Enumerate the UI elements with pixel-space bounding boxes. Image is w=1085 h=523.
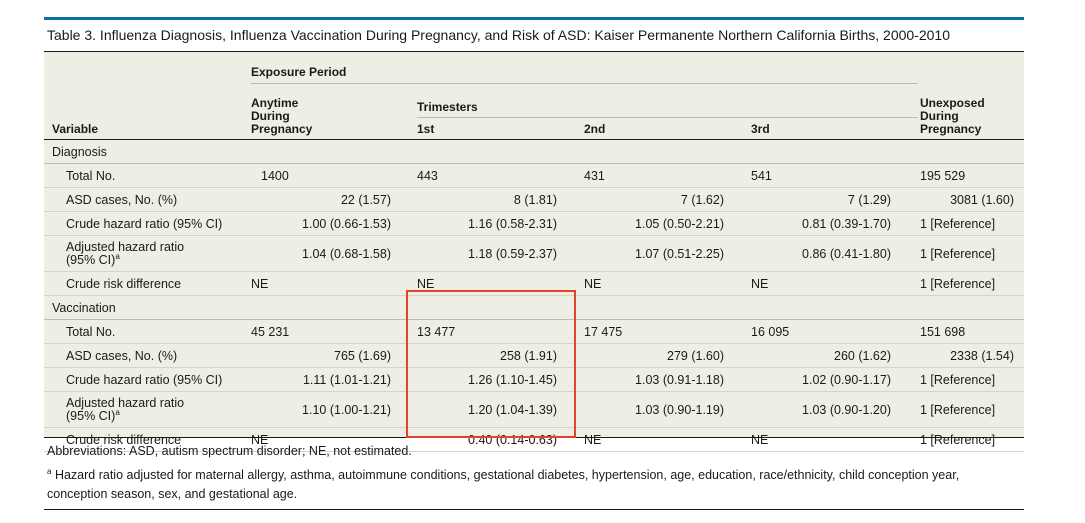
row-label-text-2: (95% CI) xyxy=(66,408,116,423)
table-body xyxy=(44,140,1024,452)
table-title: Table 3. Influenza Diagnosis, Influenza Vaccination During Pregnancy, and Risk of ASD: Kaiser Permanente Northern California Births, 2000-2010 xyxy=(47,27,950,43)
footnote-text: Hazard ratio adjusted for maternal allergy, asthma, autoimmune conditions, gestational diabetes, hypertension, age, education, race/ethnicity, child conception year, conception season, sex, and gestational age. xyxy=(47,468,960,501)
table-cell xyxy=(417,392,584,428)
footnote-mark: a xyxy=(47,466,52,476)
row-label-text: ASD cases, No. (%) xyxy=(66,192,178,207)
header-variable: Variable xyxy=(44,52,251,140)
table-cell xyxy=(417,428,584,452)
table-cell xyxy=(251,320,417,344)
table-cell xyxy=(584,164,751,188)
header-anytime xyxy=(251,84,417,140)
cell-value: 7 (1.29) xyxy=(847,192,891,207)
cell-value: 431 xyxy=(584,168,605,183)
row-label-text: Crude risk difference xyxy=(66,432,182,447)
cell-value: 0.40 (0.14-0.63) xyxy=(468,432,557,447)
table-row xyxy=(44,272,1024,296)
row-label-text-2: (95% CI) xyxy=(66,252,116,267)
table-cell xyxy=(584,368,751,392)
table-row xyxy=(44,188,1024,212)
cell-value: 0.81 (0.39-1.70) xyxy=(802,216,891,231)
data-table xyxy=(44,52,1024,452)
row-label xyxy=(44,236,251,272)
table-cell xyxy=(584,320,751,344)
top-rule xyxy=(44,17,1024,20)
cell-value: 1400 xyxy=(261,168,289,183)
table-cell xyxy=(584,428,751,452)
header-trimesters xyxy=(417,84,918,140)
header-exposure-period: Exposure Period xyxy=(251,52,918,84)
row-label xyxy=(44,212,251,236)
row-label-text: Crude hazard ratio (95% CI) xyxy=(66,372,223,387)
cell-value: 260 (1.62) xyxy=(834,348,891,363)
cell-value: 3081 (1.60) xyxy=(950,192,1014,207)
header-anytime-line3: Pregnancy xyxy=(251,122,313,136)
table-cell xyxy=(417,212,584,236)
table-cell xyxy=(751,368,918,392)
row-label-text: Adjusted hazard ratio xyxy=(66,395,185,410)
cell-value: 1.20 (1.04-1.39) xyxy=(468,402,557,417)
cell-value: 279 (1.60) xyxy=(667,348,724,363)
footnote xyxy=(47,466,1022,504)
row-label-text: Crude risk difference xyxy=(66,276,182,291)
table-row xyxy=(44,320,1024,344)
row-label xyxy=(44,164,251,188)
cell-value: 7 (1.62) xyxy=(680,192,724,207)
table-cell xyxy=(417,236,584,272)
cell-value: 1 [Reference] xyxy=(920,246,996,261)
header-trimesters-label: Trimesters xyxy=(417,101,918,118)
cell-value: 1.00 (0.66-1.53) xyxy=(302,216,391,231)
table-cell xyxy=(417,188,584,212)
table-cell xyxy=(584,392,751,428)
section-label: Diagnosis xyxy=(44,140,1024,164)
table-cell xyxy=(251,236,417,272)
cell-value: 1.03 (0.91-1.18) xyxy=(635,372,724,387)
table-row xyxy=(44,212,1024,236)
table-cell xyxy=(918,236,1024,272)
row-label-text: Crude hazard ratio (95% CI) xyxy=(66,216,223,231)
cell-value: 1.03 (0.90-1.19) xyxy=(635,402,724,417)
header-unexposed-line3: Pregnancy xyxy=(920,122,982,136)
table-cell xyxy=(918,188,1024,212)
cell-value: 541 xyxy=(751,168,772,183)
cell-value: 1 [Reference] xyxy=(920,432,996,447)
cell-value: 13 477 xyxy=(417,324,456,339)
table-cell xyxy=(751,272,918,296)
table-cell xyxy=(251,344,417,368)
row-label xyxy=(44,320,251,344)
cell-value: 1.16 (0.58-2.31) xyxy=(468,216,557,231)
table-cell xyxy=(417,344,584,368)
cell-value: 195 529 xyxy=(920,168,966,183)
header-second: 2nd xyxy=(584,122,606,136)
cell-value: 22 (1.57) xyxy=(340,192,391,207)
table-cell xyxy=(251,188,417,212)
table-cell xyxy=(751,212,918,236)
bottom-rule xyxy=(44,509,1024,510)
cell-value: NE xyxy=(251,276,269,291)
cell-value: 45 231 xyxy=(251,324,290,339)
table-cell xyxy=(417,272,584,296)
table-cell xyxy=(251,212,417,236)
cell-value: 1 [Reference] xyxy=(920,276,996,291)
table-cell xyxy=(918,392,1024,428)
cell-value: 1.26 (1.10-1.45) xyxy=(468,372,557,387)
table-cell xyxy=(751,320,918,344)
cell-value: NE xyxy=(584,432,602,447)
footnote-marker: a xyxy=(115,407,120,417)
section-row xyxy=(44,296,1024,320)
table-row xyxy=(44,392,1024,428)
cell-value: 1.02 (0.90-1.17) xyxy=(802,372,891,387)
table-cell xyxy=(584,188,751,212)
table-cell xyxy=(584,236,751,272)
cell-value: 16 095 xyxy=(751,324,790,339)
table-row xyxy=(44,368,1024,392)
table-cell xyxy=(751,392,918,428)
cell-value: 1 [Reference] xyxy=(920,402,996,417)
table-row xyxy=(44,164,1024,188)
header-anytime-line1: Anytime xyxy=(251,96,299,110)
row-label-text: Adjusted hazard ratio xyxy=(66,239,185,254)
data-table-container xyxy=(44,51,1024,447)
table-cell xyxy=(417,164,584,188)
table-cell xyxy=(584,344,751,368)
cell-value: NE xyxy=(251,432,269,447)
cell-value: NE xyxy=(584,276,602,291)
row-label xyxy=(44,188,251,212)
cell-value: NE xyxy=(417,276,435,291)
row-label-text: Total No. xyxy=(66,324,116,339)
header-anytime-line2: During xyxy=(251,109,290,123)
cell-value: 1.07 (0.51-2.25) xyxy=(635,246,724,261)
cell-value: 1.03 (0.90-1.20) xyxy=(802,402,891,417)
cell-value: 1 [Reference] xyxy=(920,372,996,387)
header-unexposed-line1: Unexposed xyxy=(920,96,985,110)
cell-value: 1 [Reference] xyxy=(920,216,996,231)
row-label xyxy=(44,272,251,296)
cell-value: 1.18 (0.59-2.37) xyxy=(468,246,557,261)
cell-value: 0.86 (0.41-1.80) xyxy=(802,246,891,261)
abbreviations-note: Abbreviations: ASD, autism spectrum disorder; NE, not estimated. xyxy=(47,444,412,458)
table-cell xyxy=(918,212,1024,236)
cell-value: 1.04 (0.68-1.58) xyxy=(302,246,391,261)
table-cell xyxy=(251,164,417,188)
table-cell xyxy=(918,344,1024,368)
table-cell xyxy=(251,368,417,392)
header-unexposed xyxy=(918,52,1024,140)
table-cell xyxy=(251,392,417,428)
table-cell xyxy=(918,272,1024,296)
cell-value: 17 475 xyxy=(584,324,623,339)
cell-value: 2338 (1.54) xyxy=(950,348,1014,363)
cell-value: 765 (1.69) xyxy=(334,348,391,363)
table-cell xyxy=(918,428,1024,452)
row-label xyxy=(44,392,251,428)
header-first: 1st xyxy=(417,122,435,136)
footnote-marker: a xyxy=(115,251,120,261)
cell-value: 1.05 (0.50-2.21) xyxy=(635,216,724,231)
header-third: 3rd xyxy=(751,122,770,136)
section-label: Vaccination xyxy=(44,296,1024,320)
table-cell xyxy=(918,164,1024,188)
table-cell xyxy=(584,272,751,296)
row-label xyxy=(44,344,251,368)
section-row xyxy=(44,140,1024,164)
cell-value: NE xyxy=(751,276,769,291)
header-unexposed-line2: During xyxy=(920,109,959,123)
table-cell xyxy=(251,272,417,296)
table-row xyxy=(44,236,1024,272)
table-cell xyxy=(417,368,584,392)
table-cell xyxy=(918,368,1024,392)
row-label-text: Total No. xyxy=(66,168,116,183)
table-cell xyxy=(584,212,751,236)
row-label xyxy=(44,368,251,392)
row-label-text: ASD cases, No. (%) xyxy=(66,348,178,363)
table-cell xyxy=(751,236,918,272)
table-row xyxy=(44,344,1024,368)
cell-value: 8 (1.81) xyxy=(513,192,557,207)
cell-value: 1.11 (1.01-1.21) xyxy=(302,372,391,387)
cell-value: 443 xyxy=(417,168,438,183)
table-cell xyxy=(417,320,584,344)
cell-value: 151 698 xyxy=(920,324,966,339)
table-cell xyxy=(751,344,918,368)
table-cell xyxy=(751,188,918,212)
cell-value: 258 (1.91) xyxy=(500,348,557,363)
cell-value: NE xyxy=(751,432,769,447)
table-cell xyxy=(751,164,918,188)
table-cell xyxy=(751,428,918,452)
cell-value: 1.10 (1.00-1.21) xyxy=(302,402,391,417)
table-cell xyxy=(918,320,1024,344)
